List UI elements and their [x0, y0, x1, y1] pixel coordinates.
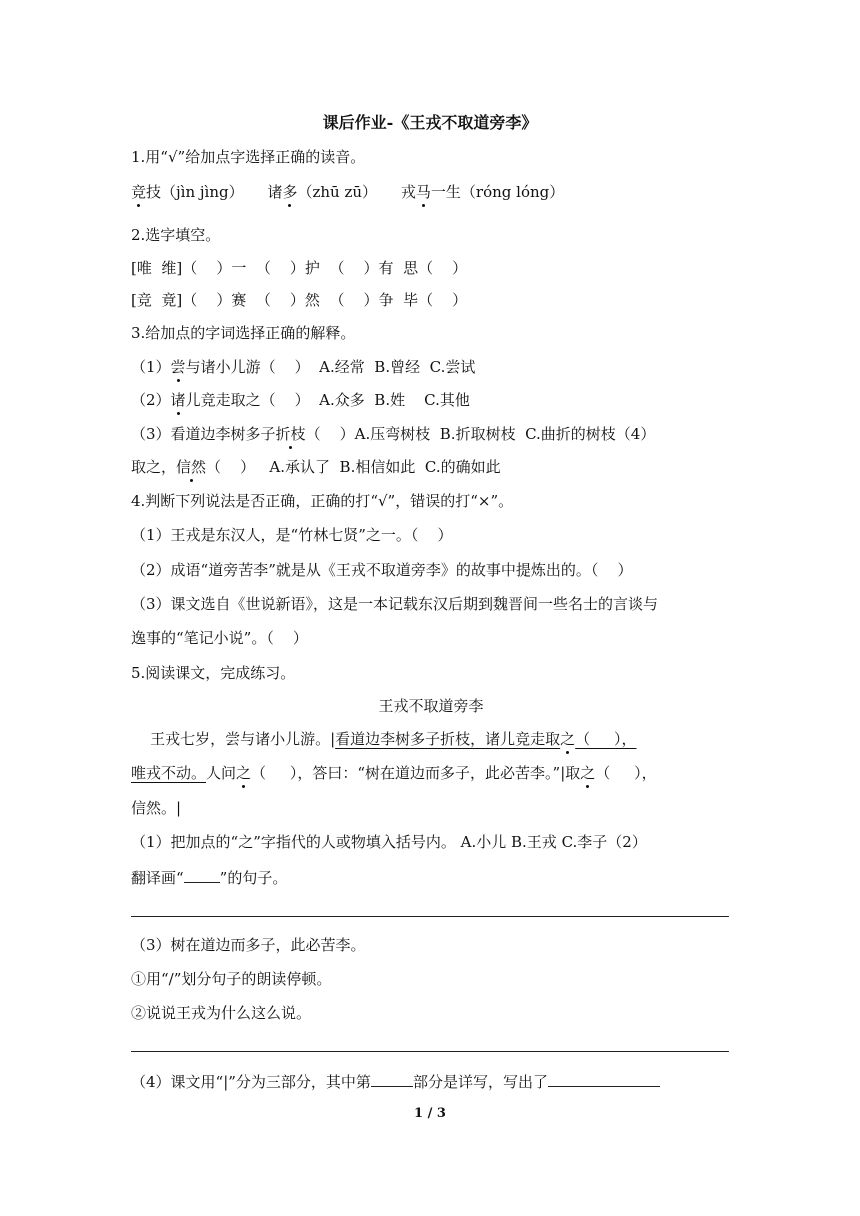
- blank-line[interactable]: [548, 1070, 660, 1087]
- q1-item2-pre: 诸: [267, 183, 283, 201]
- dotted-char: 之: [236, 764, 252, 782]
- q5-sub3-1: ①用“/”划分句子的朗读停顿。: [131, 970, 332, 988]
- passage-text: （ ），答曰：“树在道边而多子，此必苦李。”|取: [251, 764, 581, 782]
- sub4-mid: 部分是详写，写出了: [412, 1073, 548, 1091]
- q1-item3: [401, 183, 564, 201]
- q1-item2: [267, 183, 377, 201]
- q5-sub3: （3）树在道边而多子，此必苦李。: [131, 936, 366, 954]
- q2-row2: [竞 竟]（ ）赛 （ ）然 （ ）争 毕（ ）: [131, 291, 468, 309]
- sub1b-post: ”的句子。: [219, 869, 288, 887]
- dotted-char: 尝: [170, 358, 186, 376]
- q3-item1-num: （1）: [131, 358, 171, 376]
- page-title: 课后作业-《王戎不取道旁李》: [322, 113, 538, 132]
- q1-item1: [131, 183, 244, 201]
- passage-title: 王戎不取道旁李: [378, 697, 484, 715]
- q4-item3a: （3）课文选自《世说新语》，这是一本记载东汉后期到魏晋间一些名士的言谈与: [131, 595, 659, 613]
- q3-item4: [131, 457, 731, 477]
- q2-row1: [唯 维]（ ）一 （ ）护 （ ）有 思（ ）: [131, 259, 468, 277]
- q4-item2: （2）成语“道旁苦李”就是从《王戎不取道旁李》的故事中提炼出的。（ ）: [131, 561, 633, 579]
- blank-line[interactable]: [371, 1070, 413, 1087]
- dotted-char: 折枝: [275, 425, 306, 443]
- q5-sub3-2: ②说说王戎为什么这么说。: [131, 1004, 312, 1022]
- q1-item3-text: 一生（róng lóng）: [430, 183, 565, 201]
- q2-heading: 2.选字填空。: [131, 226, 221, 244]
- q3-item3: [131, 424, 731, 444]
- q5-sub1a: （1）把加点的“之”字指代的人或物填入括号内。 A.小儿 B.王戎 C.李子（2）: [131, 833, 647, 851]
- passage-text: 人问: [206, 764, 237, 782]
- dotted-char: 之: [580, 764, 596, 782]
- q3-item4-pre: 取之，: [131, 458, 177, 476]
- q1-heading: 1.用“√”给加点字选择正确的读音。: [131, 148, 366, 166]
- sub4-pre: （4）课文用“|”分为三部分，其中第: [131, 1073, 371, 1091]
- underlined-blank: （ ），: [575, 730, 637, 748]
- passage-line-2: [131, 763, 731, 783]
- passage-text: 王戎七岁，尝与诸小儿游。|: [131, 730, 336, 748]
- q1-item1-text: 技（jìn jìng）: [146, 183, 244, 201]
- underlined-text: 唯戎不动。: [131, 764, 207, 782]
- dotted-char: 马: [415, 183, 431, 201]
- page-number: 1 / 3: [414, 1106, 446, 1121]
- passage-line-1: [131, 729, 731, 749]
- q4-item3b: 逸事的“笔记小说”。（ ）: [131, 629, 308, 647]
- answer-line-2[interactable]: [131, 1051, 729, 1052]
- q1-items: [131, 182, 731, 202]
- dotted-char: 多: [282, 183, 298, 201]
- dotted-char: 诸: [170, 391, 186, 409]
- q3-item3-pre: （3）看道边李树多子: [131, 425, 276, 443]
- answer-line-1[interactable]: [131, 916, 729, 917]
- q4-item1: （1）王戎是东汉人，是“竹林七贤”之一。（ ）: [131, 526, 453, 544]
- passage-text: （ ），: [595, 764, 657, 782]
- q3-item4-text: （ ） A.承认了 B.相信如此 C.的确如此: [206, 458, 501, 476]
- q3-heading: 3.给加点的字词选择正确的解释。: [131, 324, 356, 342]
- underlined-sentence: [335, 730, 636, 748]
- q3-item3-text: （ ）A.压弯树枝 B.折取树枝 C.曲折的树枝（4）: [305, 425, 656, 443]
- blank-line: [184, 866, 220, 883]
- sub1b-pre: 翻译画“: [131, 869, 184, 887]
- q3-item2: [131, 390, 731, 410]
- q3-item2-text: 儿竞走取之（ ） A.众多 B.姓 C.其他: [185, 391, 470, 409]
- q1-item3-pre: 戎: [400, 183, 416, 201]
- dotted-char: 之: [560, 730, 576, 748]
- q3-item2-num: （2）: [131, 391, 171, 409]
- q1-item2-text: （zhū zū）: [297, 183, 378, 201]
- passage-line-3: 信然。|: [131, 799, 182, 817]
- dotted-char: 竞: [131, 183, 147, 201]
- q5-sub1b: [131, 866, 731, 888]
- dotted-char: 信然: [176, 458, 207, 476]
- q5-heading: 5.阅读课文，完成练习。: [131, 664, 296, 682]
- q4-heading: 4.判断下列说法是否正确，正确的打“√”，错误的打“×”。: [131, 492, 514, 510]
- underlined-text: 看道边李树多子折枝，诸儿竞走取: [335, 730, 561, 748]
- q3-item1-text: 与诸小儿游（ ） A.经常 B.曾经 C.尝试: [185, 358, 476, 376]
- q5-sub4: [131, 1070, 731, 1092]
- q3-item1: [131, 357, 731, 377]
